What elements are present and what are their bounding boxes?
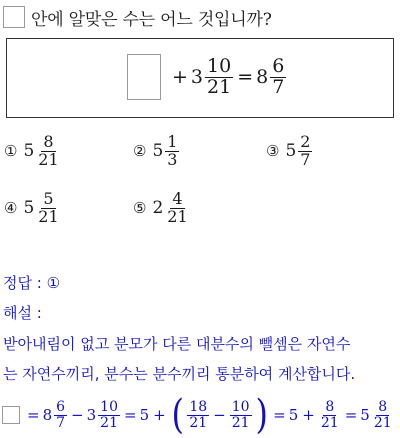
choice-denominator: 21 xyxy=(167,206,188,226)
choice-3[interactable] xyxy=(266,126,313,176)
choice-whole: 5 xyxy=(285,141,297,161)
choice-denominator: 21 xyxy=(38,149,59,169)
subtrahend-fraction xyxy=(98,400,120,430)
final-fraction xyxy=(372,400,394,430)
denominator: 21 xyxy=(320,414,339,431)
choice-whole: 5 xyxy=(152,141,164,161)
minuend-fraction xyxy=(54,400,67,430)
result-whole: 8 xyxy=(256,66,269,88)
denominator: 21 xyxy=(100,414,118,431)
result-numerator: 6 xyxy=(272,54,285,77)
choice-whole: 2 xyxy=(152,198,164,218)
choice-marker: ⑤ xyxy=(133,199,147,217)
choice-5[interactable] xyxy=(133,183,191,233)
equation-box xyxy=(6,38,394,118)
question-text: 안에 알맞은 수는 어느 것입니까? xyxy=(31,9,272,30)
plus-sign: + xyxy=(302,406,315,424)
equals-sign: = xyxy=(237,66,254,88)
choice-numerator: 1 xyxy=(167,131,178,151)
choice-fraction xyxy=(165,131,179,169)
numerator: 6 xyxy=(56,398,66,415)
term-numerator: 10 xyxy=(207,54,232,77)
choice-denominator: 7 xyxy=(300,149,311,169)
equals-sign: = xyxy=(124,406,137,424)
choice-whole: 5 xyxy=(23,141,35,161)
choice-numerator: 5 xyxy=(43,188,54,208)
choice-fraction xyxy=(36,131,60,169)
whole-part: 5 xyxy=(288,406,299,424)
numerator: 10 xyxy=(100,398,118,415)
term-fraction xyxy=(205,54,233,98)
term-denominator: 21 xyxy=(207,75,232,98)
equals-sign: = xyxy=(273,406,286,424)
numerator: 8 xyxy=(378,398,388,415)
choice-marker: ② xyxy=(133,142,147,160)
final-whole: 5 xyxy=(360,406,370,424)
explanation-line-1: 받아내림이 없고 분모가 다른 대분수의 뺄셈은 자연수 xyxy=(3,335,351,353)
subtrahend-whole: 3 xyxy=(86,406,97,424)
choice-4[interactable] xyxy=(4,183,62,233)
answer-label: 정답 : xyxy=(3,274,42,292)
denominator: 21 xyxy=(189,414,208,431)
choice-2[interactable] xyxy=(133,126,180,176)
answer-blank-box xyxy=(127,54,161,100)
fraction-difference xyxy=(319,400,341,430)
minus-sign: − xyxy=(71,406,84,424)
equals-sign: = xyxy=(27,406,40,424)
denominator: 7 xyxy=(56,414,66,431)
whole-difference: 5 xyxy=(139,406,150,424)
numerator: 8 xyxy=(325,398,335,415)
choice-numerator: 8 xyxy=(43,131,54,151)
choice-denominator: 21 xyxy=(38,206,59,226)
equals-sign: = xyxy=(344,406,358,424)
solution-equation xyxy=(2,392,395,438)
left-paren: ( xyxy=(171,392,184,438)
minus-sign: − xyxy=(213,406,226,424)
choice-fraction xyxy=(36,188,60,226)
term-whole: 3 xyxy=(190,66,204,88)
choice-whole: 5 xyxy=(23,198,35,218)
common-fraction-1 xyxy=(187,400,209,430)
choice-denominator: 3 xyxy=(167,149,178,169)
answer-line xyxy=(3,272,60,293)
right-paren: ) xyxy=(255,392,268,438)
choice-fraction xyxy=(298,131,312,169)
plus-sign: + xyxy=(172,66,188,88)
choice-marker: ③ xyxy=(266,142,280,160)
choice-numerator: 4 xyxy=(172,188,183,208)
answer-value: ① xyxy=(46,274,61,292)
choice-marker: ① xyxy=(4,142,18,160)
result-denominator: 7 xyxy=(272,75,285,98)
question-line xyxy=(3,4,272,30)
numerator: 10 xyxy=(231,398,250,415)
choice-1[interactable] xyxy=(4,126,62,176)
blank-box xyxy=(3,6,25,28)
denominator: 21 xyxy=(373,414,392,431)
choice-numerator: 2 xyxy=(300,131,311,151)
denominator: 21 xyxy=(231,414,250,431)
equation xyxy=(127,51,287,103)
choice-fraction xyxy=(165,188,189,226)
explanation-label: 해설 : xyxy=(3,304,42,322)
choice-marker: ④ xyxy=(4,199,18,217)
common-fraction-2 xyxy=(230,400,252,430)
plus-sign: + xyxy=(153,406,166,424)
minuend-whole: 8 xyxy=(42,406,53,424)
blank-box xyxy=(2,406,20,424)
numerator: 18 xyxy=(189,398,208,415)
explanation-line-2: 는 자연수끼리, 분수는 분수끼리 통분하여 계산합니다. xyxy=(3,365,356,383)
result-fraction xyxy=(270,54,286,98)
